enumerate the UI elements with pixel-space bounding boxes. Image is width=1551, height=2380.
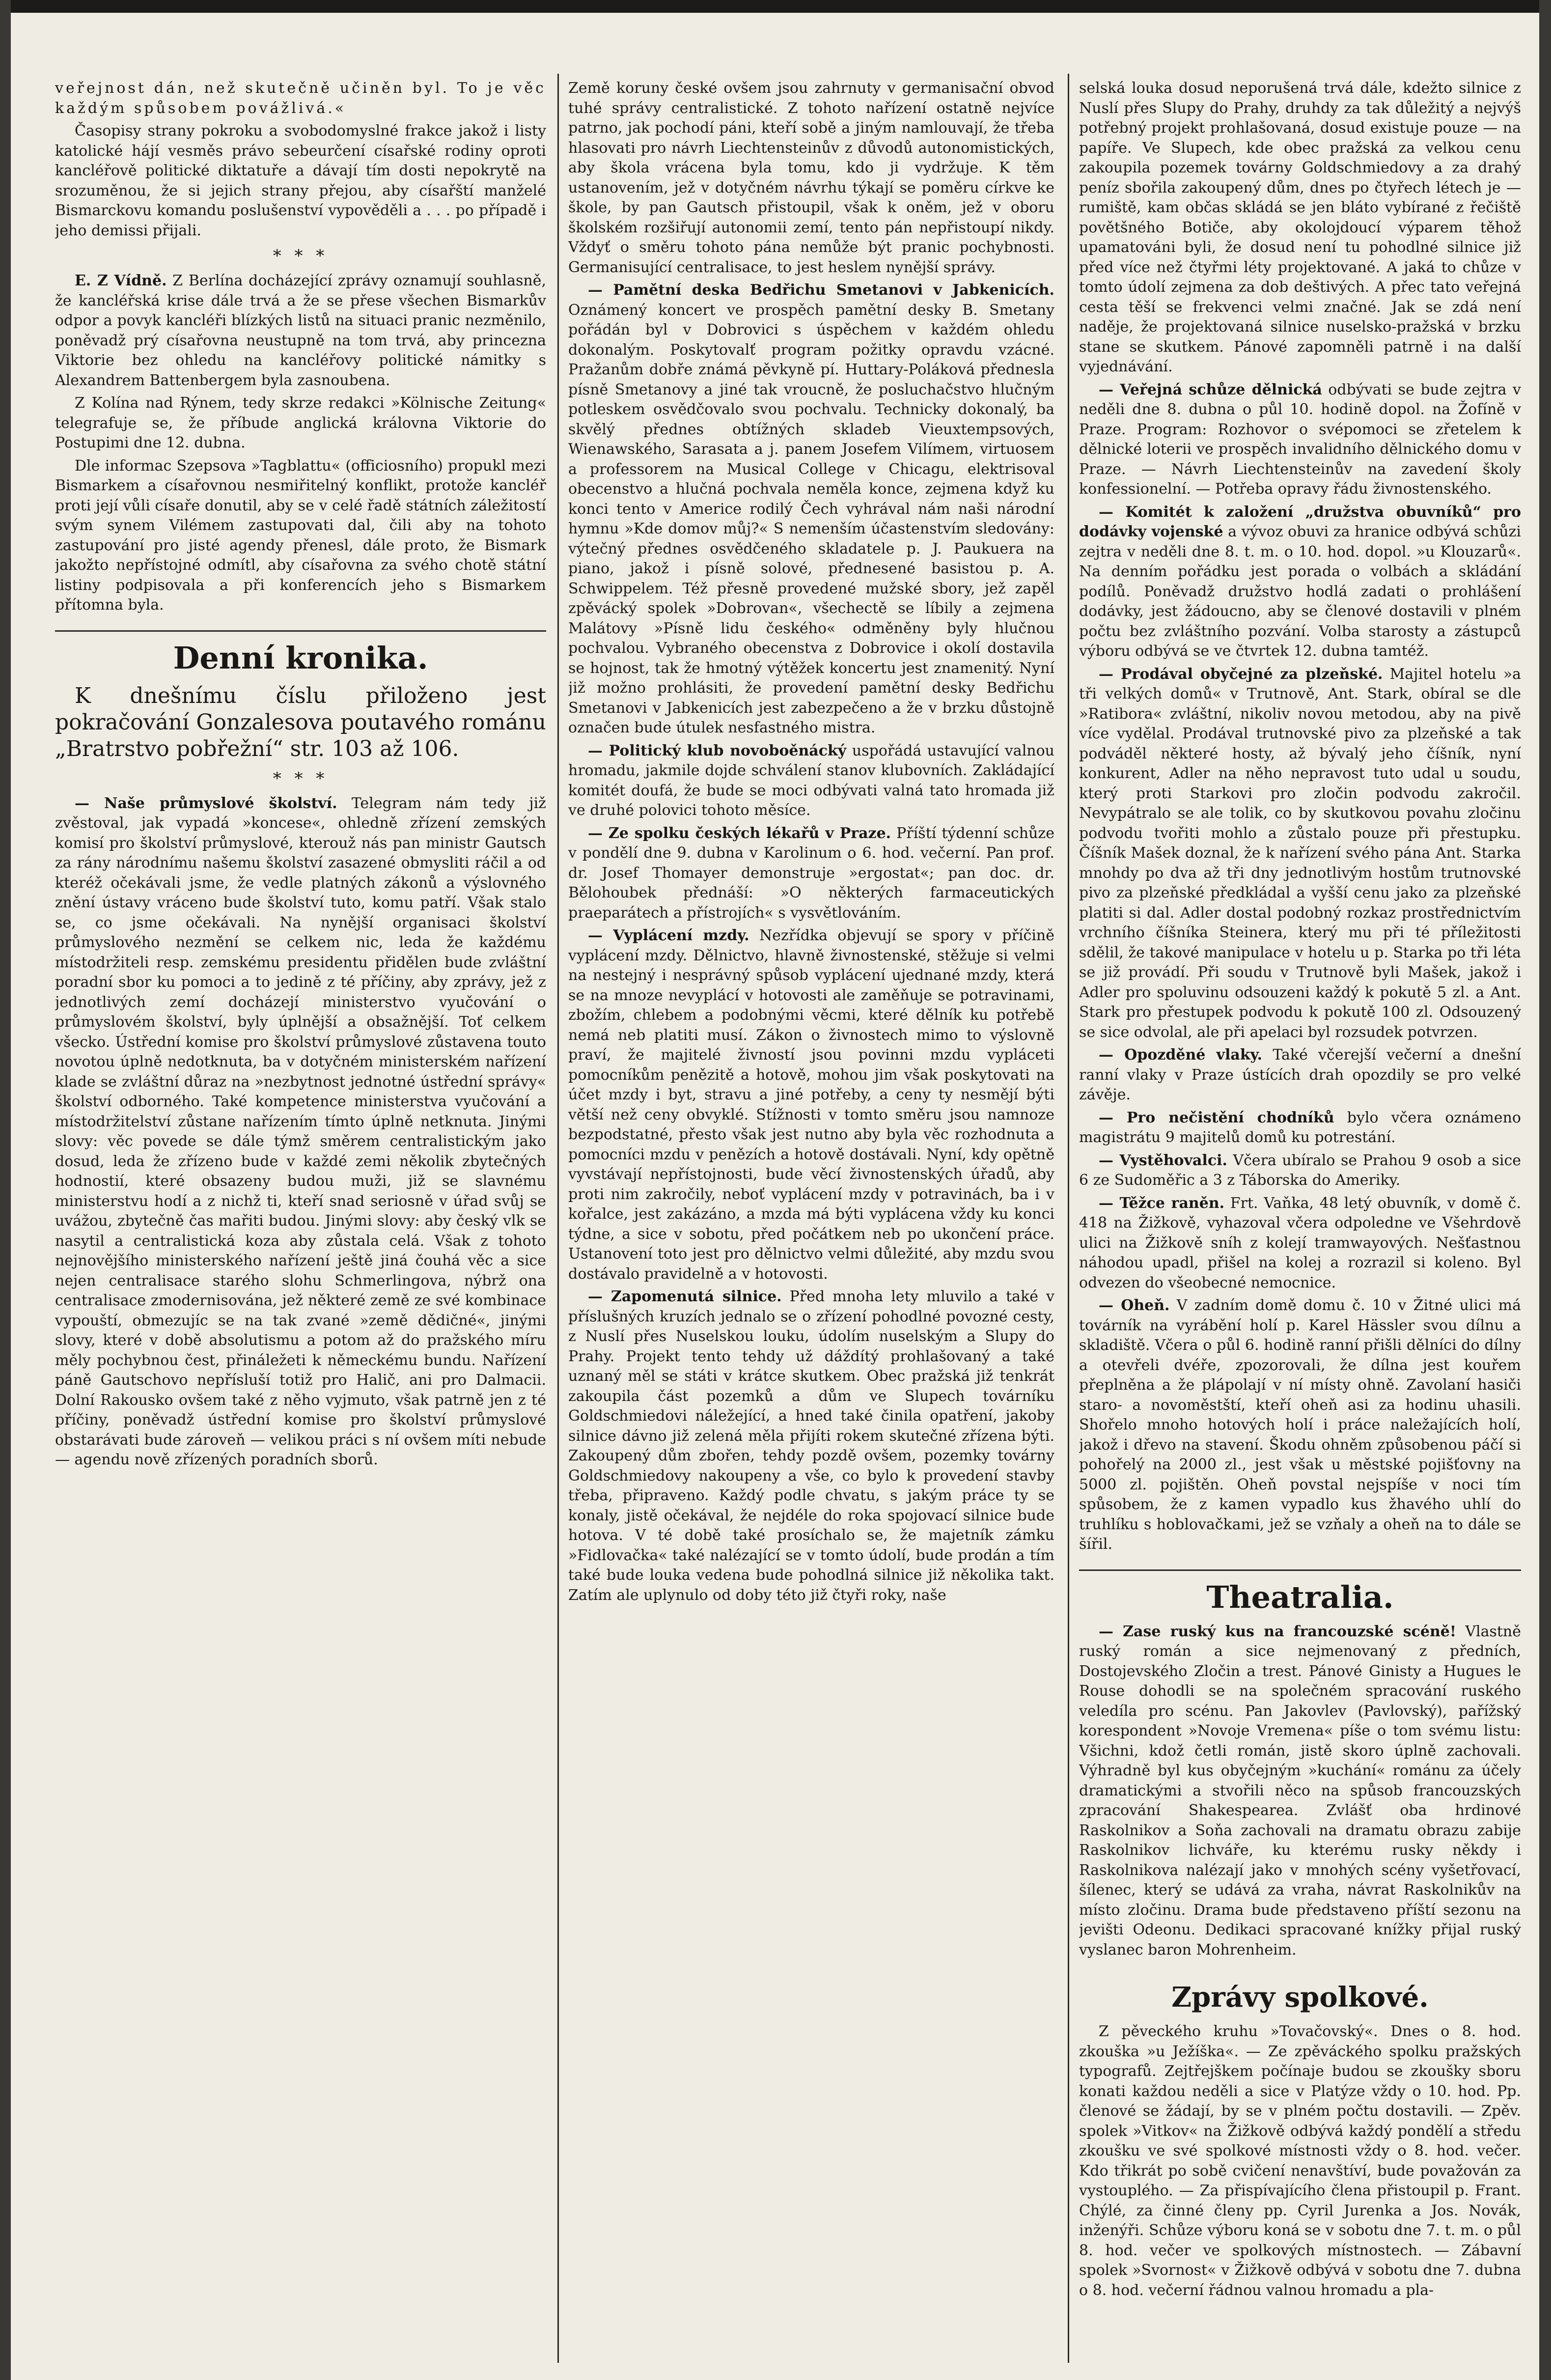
article-body: a vývoz obuvi za hranice odbývá schůzi zejtra v neděli dne 8. t. m. o 10. hod. dopol. »u Klouzarů«. Na denním pořádku jest porada o volbách a skládání podílů. Poněvadž družstvo hodlá zadati o prohlášení dodávky, jest žádoucno, aby se členové dostavili v plném počtu bez zvláštního pozvání. Volba starosty a zástupců výboru odbývá se ve čtvrtek 12. dubna tamtéž. <box>1079 523 1521 660</box>
article-head: — Zase ruský kus na francouzské scéně! <box>1099 1623 1457 1640</box>
article-body: Nezřídka objevují se spory v příčině vyplácení mzdy. Dělnictvo, hlavně živnostenské, stěžuje si velmi na nestejný i nesprávný spůsob vyplácení ujednané mzdy, která se na mnoze nevyplácí v hotovosti ale zaměňuje se potravinami, zbožím, chlebem a podobnými věcmi, které dělník ku potřebě nemá neb platiti musí. Zákon o živnostech mimo to výslovně praví, že majitelé živností jsou povinni mzdu vypláceti pomocníkům penězitě a hotově, mohou jim však poskytovati na účet mzdy i byt, stravu a jiné potřeby, a ceny ty nesmějí býti větší než ceny obvyklé. Stížnosti v tomto směru jsou namnoze bezpodstatné, přesto však jest nutno aby byla věc rozhodnuta a pomocníci mzdu v penězích a hotově dostávali. Nyní, kdy opětně vyvstávají nepřístojnosti, bude věcí živnostenských úřadů, aby proti nim zakročily, neboť vyplácení mzdy v potravinách, ba i v kořalce, jest zakázáno, a mzda má býti vyplácena vždy ku konci týdne, a sice v sobotu, před počátkem neb po ukončení práce. Ustanovení toto jest pro dělnictvo velmi důležité, aby mzdu svou dostávalo pravidelně a v hotovosti. <box>568 927 1054 1283</box>
article-klub <box>568 741 1054 821</box>
article-ranen <box>1079 1194 1521 1293</box>
section-separator: * * * <box>273 246 329 266</box>
column-left <box>55 79 546 2358</box>
newspaper-page <box>11 0 1539 2380</box>
paragraph: veřejnost dán, než skutečně učiněn byl. To je věc každým spůsobem povážlivá.« <box>55 80 546 117</box>
article-head: — Komitét k založení „družstva obuvníků“ pro dodávky vojenské <box>1079 503 1521 540</box>
column-rule <box>557 74 559 2363</box>
article-body: Vlastně ruský román a sice nejmenovaný z předních, Dostojevského Zločin a trest. Pánové Ginisty a Hugues le Rouse dohodli se na společném spracování ruského veledíla pro scénu. Pan Jakovlev (Pavlovský), pařížský korespondent »Novoje Vremena« píše o tom svému listu: Všichni, kdož četli román, jistě skoro úplně zachovali. Výhradně byl kus obyčejným »kuchání« románu za účely dramatickými a stvořili něco na spůsob francouzských zpracování Shakespearea. Zvlášť oba hrdinové Raskolnikov a Soňa zachovali na dramatu obrazu zabije Raskolnikov lichváře, ku kterému rusky někdy i Raskolnikova nalézají jako v mnohých scény vyšetřovací, šílenec, který se udává za vraha, návrat Raskolnikův na místo zločinu. Drama bude představeno příští sezonu na jevišti Odeonu. Dedikaci spracované knížky přijal ruský vyslanec baron Mohrenheim. <box>1079 1623 1521 1959</box>
article-vienna <box>55 271 546 391</box>
article-head: E. Z Vídně. <box>75 272 167 289</box>
article-silnice <box>568 1287 1054 1605</box>
section-separator: * * * <box>273 768 329 788</box>
article-body: Frt. Vaňka, 48 letý obuvník, v domě č. 418 na Žižkově, vyhazoval včera odpoledne ve Všehrdově ulici na Žižkově sníh z kolejí tramwayových. Nešťastnou náhodou upadl, přišel na kolej a rozrazil si koleno. Byl odvezen do všeobecné nemocnice. <box>1079 1194 1521 1291</box>
article-chodniky <box>1079 1108 1521 1148</box>
article-head: — Naše průmyslové školství. <box>75 794 337 812</box>
article-body: Oznámený koncert ve prospěch pamětní desky B. Smetany pořádán byl v Dobrovici s úspěchem v každém ohledu dokonalým. Poskytovalť program požitky opravdu vzácné. Pražanům dobře známá pěvkyně pí. Huttary-Poláková přednesla písně Smetanovy a jiné tak vroucně, že posluchačstvo hlučným potleskem osvědčovalo svou pochvalu. Technicky dokonalý, ba skvělý přednes obtížných skladeb Vieuxtempsových, Wienawského, Sarasata a j. panem Josefem Vilímem, virtuosem a professorem na Musical College v Chicagu, elektrisoval obecenstvo a hlučná pochvala neměla konce, zejmena když ku konci tento v Americe rodilý Čech vyhrával nám naši národní hymnu »Kde domov můj?« S nemenším účastenstvím sledovány: výtečný přednes osvědčeného skladatele p. J. Paukuera na piano, jakož i písně solové, přednesené basistou p. A. Schwippelem. Též přesně provedené mužské sbory, jež zapěl zpěvácký spolek »Dobrovan«, všechectě se líbily a zejmena Malátovy »Písně lidu českého« odměněny byly hlučnou pochvalou. Vybraného obecenstva z Dobrovice i okolí dostavila se hojnost, tak že hmotný výtěžek koncertu jest znamenitý. Nyní již možno prohlásiti, že provedení pamětní desky Bedřichu Smetanovi v Jabkenicích jest zabezpečeno a že v brzku důstojně označen bude útulek nesfastného mistra. <box>568 301 1054 736</box>
column-rule <box>1068 74 1069 2363</box>
article-body: Včera ubíralo se Prahou 9 osob a sice 6 ze Sudoměřic a 3 z Táborska do Ameriky. <box>1079 1151 1521 1189</box>
article-body: bylo včera oznámeno magistrátu 9 majitelů domů ku potrestání. <box>1079 1109 1521 1146</box>
article-head: — Veřejná schůze dělnická <box>1099 381 1322 398</box>
paragraph: Časopisy strany pokroku a svobodomyslné frakce jakož i listy katolické hájí vesměs právo sebeurčení císařské rodiny oproti kancléřově politické diktatuře a dávají tím dosti nepokrytě na srozuměnou, že si jejich strany přejou, aby císařští manželé Bismarckovu komandu poslušenství vypověděli a . . . po případě i jeho demissi přijali. <box>55 122 546 239</box>
article-obuvnici <box>1079 503 1521 662</box>
article-head: — Opozděné vlaky. <box>1099 1046 1263 1064</box>
article-body: Také včerejší večerní a dnešní ranní vlaky v Praze ústících drah opozdily se pro velké závěje. <box>1079 1046 1521 1103</box>
paragraph: selská louka dosud neporušená trvá dále, kdežto silnice z Nuslí přes Slupy do Prahy, druhdy za tak důležitý a nejvýš potřebný projekt prohlašovaná, dosud existuje pouze — na papíře. Ve Slupech, kde obec pražská za velkou cenu zakoupila pozemek továrny Goldschmiedovy a za drahý peníz sbořila zakoupený dům, dnes po čtyřech létech je — rumiště, kam občas skládá se jen bláto vybírané z řečiště povětšného Botiče, aby okolojdoucí výparem těhož upamatováni byli, že dosud není tu pohodlné silnice již před více než čtyřmi léty projektované. A jaká to chůze v tomto údolí zejmena za dob deštivých. A přec tato veřejná cesta těší se frekvenci velmi značné. Jak se zdá není naděje, že projektovaná silnice nuselsko-pražská v brzku stane se skutkem. Pánové zapomněli patrně i na další vyjednávání. <box>1079 80 1521 375</box>
paragraph: Země koruny české ovšem jsou zahrnuty v germanisační obvod tuhé správy centralistické. Z tohoto nařízení ostatně nejvíce patrno, jak pochodí páni, kteří sobě a jiným namlouvají, že třeba hlasovati pro návrh Liechtensteinův z důvodů autonomistických, aby škola vrácena byla tomu, kdo ji vydržuje. K těm ustanovením, jež v dotyčném návrhu týkají se poměru církve ke škole, by pan Gautsch přistoupil, však k oněm, jež v oboru školském rozšiřují autonomii zemí, tento pán nepřistoupí nikdy. Vždyť o směru tohoto pána nemůže být pranic pochybnosti. Germanisující centralisace, to jest heslem nynější správy. <box>568 80 1054 276</box>
article-skolstvi <box>55 794 546 1470</box>
article-pivo <box>1079 665 1521 1043</box>
section-heading-zpravy-spolkove: Zprávy spolkové. <box>1171 1981 1429 2014</box>
article-body: Příští týdenní schůze v pondělí dne 9. dubna v Karolinum o 6. hod. večerní. Pan prof. dr. Josef Thomayer demonstruje »ergostat«; pan doc. dr. Bělohoubek přednáší: »O některých farmaceutických praeparátech a přístrojích« s vysvětlováním. <box>568 824 1054 922</box>
article-head: — Vyplácení mzdy. <box>588 927 749 944</box>
article-body: Z Berlína docházející zprávy oznamují souhlasně, že kancléřská krise dále trvá a že se přese všechen Bismarkův odpor a povyk kancléři blízkých listů na situaci pranic nezměnilo, poněvadž prý císařovna neustupně na tom trvá, aby princezna Viktorie bez ohledu na kancléřovy politické námitky s Alexandrem Battenbergem byla zasnoubena. <box>55 272 546 389</box>
article-body: uspořádá ustavující valnou hromadu, jakmile dojde schválení stanov klubovních. Zakládající komitét doufá, že bude se moci odbývati valná tato hromada již ve druhé polovici tohoto měsíce. <box>568 742 1054 819</box>
article-body: odbývati se bude zejtra v neděli dne 8. dubna o půl 10. hodině dopol. na Žofíně v Praze. Program: Rozhovor o svépomoci se zřetelem k dělnické loterii ve prospěch invalidního dělnického domu v Praze. — Návrh Liechtensteinův na zavedení školy konfessionelní. — Potřeba opravy řádu živnostenského. <box>1079 381 1521 498</box>
section-heading-theatralia: Theatralia. <box>1079 1569 1521 1617</box>
top-scan-edge <box>11 0 1539 13</box>
article-vystehovalci <box>1079 1151 1521 1191</box>
article-head: — Pamětní deska Bedřichu Smetanovi v Jabkenicích. <box>588 281 1054 299</box>
paragraph: Z pěveckého kruhu »Tovačovský«. Dnes o 8. hod. zkouška »u Ježíška«. — Ze zpěváckého spolku pražských typografů. Zejtřejškem počínaje budou se zkoušky sboru konati každou neděli a sice v Platýze vždy o 10. hod. Pp. členové se žádají, by se v plném počtu dostavili. — Zpěv. spolek »Vitkov« na Žižkově odbývá každý pondělí a středu zkoušku ve své spolkové místnosti vždy o 8. hod. večer. Kdo třikrát po sobě cvičení nenavštíví, bude považován za vystouplého. — Za přispívajícího člena přistoupil p. Frant. Chýlé, za činné členy pp. Cyril Jurenka a Jos. Novák, inženýři. Schůze výboru koná se v sobotu dne 7. t. m. o půl 8. hod. večer ve spolkových místnostech. — Zábavní spolek »Svornost« v Žižkově odbývá v sobotu dne 7. dubna o 8. hod. večerní řádnou valnou hromadu a pla- <box>1079 2023 1521 2299</box>
article-head: — Těžce raněn. <box>1099 1194 1225 1212</box>
article-mzdy <box>568 926 1054 1284</box>
article-body: V zadním domě domu č. 10 v Žitné ulici má továrník na vyrábění holí p. Karel Hässler svou dílnu a skladiště. Včera o půl 6. hodině ranní přišli dělníci do dílny a otevřeli dvéře, zpozorovali, že dílna jest kouřem přeplněna a že plápolají v ní místy ohně. Zavolaní hasiči staro- a novoměstští, kteří oheň asi za hodinu uhasili. Shořelo mnoho hotových holí i práce naležajících holí, jakož i dřevo na stavení. Škodu ohněm způsobenou páčí si pohořelý na 2000 zl., jest však u městské pojišťovny na 5000 zl. pojištěn. Oheň povstal nejspíše v noci tím spůsobem, že z kamen vypadlo kus žhavého uhlí do truhlíku s hoblovačkami, jež se vzňaly a oheň na to dále se šířil. <box>1079 1297 1521 1553</box>
article-head: — Zapomenutá silnice. <box>588 1288 782 1305</box>
section-heading-denni-kronika: Denní kronika. <box>55 630 546 678</box>
column-right <box>1079 79 1521 2358</box>
article-ohen <box>1079 1296 1521 1555</box>
article-vlaky <box>1079 1045 1521 1105</box>
lead-notice: K dnešnímu číslu přiloženo jest pokračování Gonzalesova poutavého románu „Bratrstvo pobřežní“ str. 103 až 106. <box>55 683 546 761</box>
article-lekari <box>568 824 1054 924</box>
article-body: Majitel hotelu »a tři velkých domů« v Trutnově, Ant. Stark, obíral se dle »Ratibora« zvláštní, nikoliv novou metodou, aby na pivě více vydělal. Prodával trutnovské pivo za plzeňské a tak podváděl některé hosty, až bývalý jeho číšník, nyní konkurent, Adler na něho nepravost tuto udal u soudu, který proti Starkovi pro zločin podvodu zakročil. Nevypátralo se ale tolik, co by skutkovou povahu zločinu podvodu tvořiti mohlo a zůstalo pouze při přestupku. Číšník Mašek doznal, že k nařízení svého pána Ant. Starka mnohdy po dva až tři dny jednotlivým hostům trutnovské pivo za plzeňské předkládal a vyšší cenu jako za plzeňské platiti si dal. Adler dostal podobný rozkaz prostřednictvím vrchního číšníka Steinera, který mu při té příležitosti sdělil, že takové manipulace v hotelu u p. Starka po tři léta se již provádí. Při soudu v Trutnově byli Mašek, jakož i Adler pro spoluvinu odsouzeni každý k pokutě 5 zl. a Ant. Stark pro přestupek podvodu k pokutě 100 zl. Odsouzený se sice odvolal, ale při apelaci byl rozsudek potvrzen. <box>1079 665 1521 1041</box>
article-body: Před mnoha lety mluvilo a také v příslušných kruzích jednalo se o zřízení pohodlné povozné cesty, z Nuslí přes Nuselskou louku, údolím nuselským a Slupy do Prahy. Projekt tento tehdy už dáždítý prohlašovaný a také uznaný měl se státi v krátce skutkem. Obec pražská již tenkrát zakoupila část pozemků a dům ve Slupech továrníku Goldschmiedovi náležející, a hned také činila opatření, jakoby silnice dávno již zelená měla přijíti rokem skutečné zřízena býti. Zakoupený dům zbořen, tehdy pozdě ovšem, pozemky továrny Goldschmiedovy nakoupeny a vše, co bylo k provedení stavby třeba, připraveno. Každý podle chvatu, s jakým práce ty se konaly, jistě očekával, že nejdéle do roka spojovací silnice bude hotova. V té době také prosíchalo se, že majetník zámku »Fidlovačka« také nalézající se v tomto údolí, bude prodán a tím také bude louka vedena bude pohodlná silnice již několika takt. Zatím ale uplynulo od doby této již čtyři roky, naše <box>568 1288 1054 1604</box>
article-head: — Politický klub novoboěnácký <box>588 742 847 759</box>
article-body: Telegram nám tedy již zvěstoval, jak vypadá »koncese«, ohledně zřízení zemských komisí pro školství průmyslové, kterouž nás pan ministr Gautsch za rány národnímu našemu školství zasazené obmysliti ráčil a od kteréž očekávali jsme, že vedle platných zákonů a výslovného znění ústavy vráceno bude školství tuto, komu patří. Však stalo se, co jsme očekávali. Na nynější organisaci školství průmyslového nezmění se celkem nic, leda že každému místodržiteli resp. zemskému presidentu přidělen bude zvláštní poradní sbor ku pomoci a to jedině z té příčiny, aby zprávy, jež z jednotlivých zemí docházejí ministerstvo vyučování o průmyslovém školství, byly úplnější a obsažnější. Toť celkem všecko. Ústřední komise pro školství průmyslové zůstavena touto novotou úplně nedotknuta, ba v dotyčném ministerském nařízení klade se zvláštní důraz na »nezbytnost jednotné ústřední správy« školství odborného. Také kompetence ministerstva vyučování a místodržitelství zůstane nařízením tímto úplně netknuta. Jinými slovy: věc povede se dále týmž směrem centralistickým jako dosud, leda že zřízeno bude v každé zemi několik zbytečných hodnostií, které obsazeny budou muži, již se slavnému ministerstvu hodí a z nichž ti, kteří snad seriosně v úřad svůj se uvážou, zbytečně čas mařiti budou. Jinými slovy: aby český vlk se nasytil a centralistická koza aby zůstala celá. Však z tohoto nejnovějšího ministerského nařízení ještě jiná čouhá věc a sice nejen centralisace starého slohu Schmerlingova, nýbrž ona centralisace zmodernisována, jež některé země ze své kombinace vypouští, obmezujíc se na tak zvané »země dědičné«, jinými slovy, které v době absolutismu a potom až do pražského míru měly pochybnou čest, přináležeti k německému bundu. Nařízení páně Gautschovo nepřísluší totiž pro Halič, ani pro Dalmacii. Dolní Rakousko ovšem také z něho vyjmuto, však patrně jen z té příčiny, poněvadž ústřední komise pro školství průmyslové obstarávati bude zároveň — velikou práci s ní ovšem míti nebude — agendu nově zřízených poradních sborů. <box>55 794 546 1468</box>
article-head: — Vystěhovalci. <box>1099 1151 1227 1169</box>
article-head: — Pro nečistění chodníků <box>1099 1109 1334 1126</box>
column-middle <box>568 79 1054 2358</box>
article-head: — Oheň. <box>1099 1297 1170 1314</box>
article-schuze <box>1079 380 1521 500</box>
article-head: — Ze spolku českých lékařů v Praze. <box>588 824 891 842</box>
article-theatre <box>1079 1622 1521 1960</box>
article-head: — Prodával obyčejné za plzeňské. <box>1099 665 1383 683</box>
paragraph: Z Kolína nad Rýnem, tedy skrze redakci »Kölnische Zeitung« telegrafuje se, že příbude anglická královna Viktorie do Postupimi dne 12. dubna. <box>55 394 546 451</box>
paragraph: Dle informac Szepsova »Tagblattu« (officiosního) propukl mezi Bismarkem a císařovnou nesmiřitelný konflikt, protože kancléř proti její vůli císaře donutil, aby se v celé řadě státních záležitostí svým synem Vilémem zastupovati dal, čili aby na tohoto zastupování pro jisté agendy přenesl, dále proto, že Bismark jakožto nepřístojné odmítl, aby císařovna za svého chotě státní listiny podpisovala a při konferencích jeho s Bismarkem přítomna byla. <box>55 457 546 614</box>
article-smetana <box>568 280 1054 738</box>
